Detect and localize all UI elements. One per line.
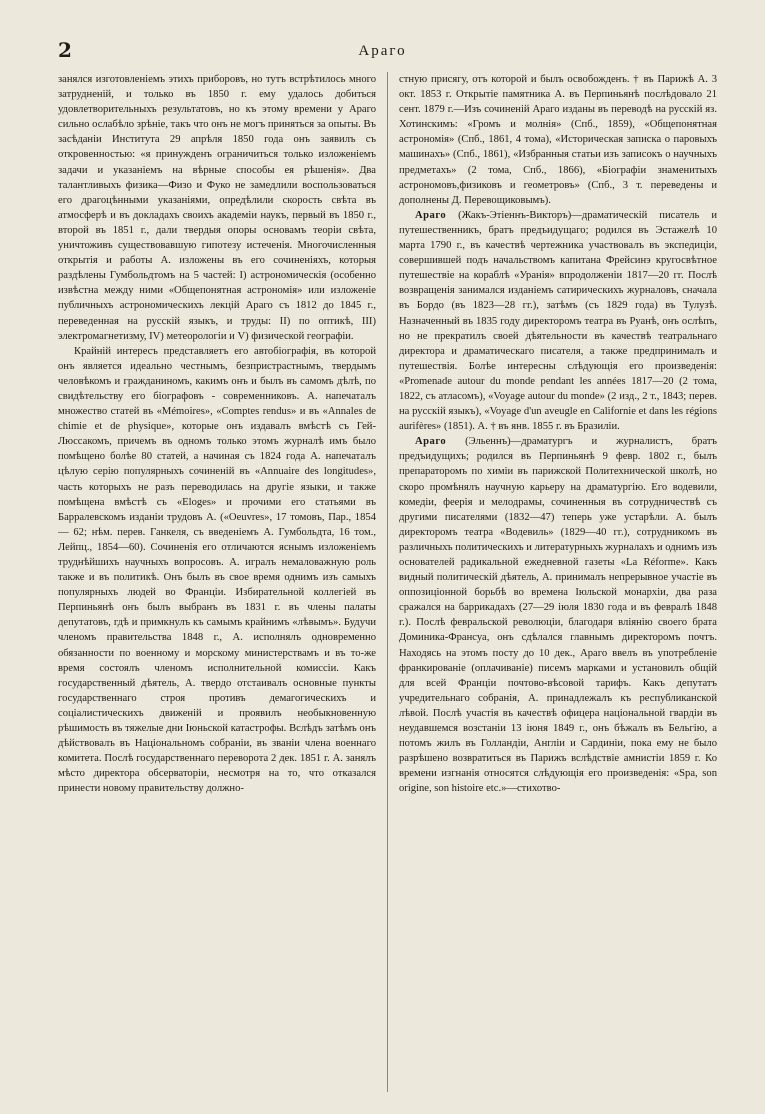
left-column	[58, 72, 376, 1102]
text-columns	[58, 72, 717, 1102]
right-column	[399, 72, 717, 1102]
entry-paragraph	[399, 208, 717, 434]
entry-heading: Араго	[415, 209, 447, 221]
entry-body: (Жакъ-Этіеннъ-Викторъ)—драматическій писатель и путешественникъ, братъ предъидущаго; родился въ Эстажелѣ 10 марта 1790 г., въ качествѣ чертежника участвовалъ въ экспедиціи, совершившей подъ начальствомъ капитана Фрейсинэ кругосвѣтное путешествіе на кораблѣ «Уранія» впродолженіи 1817—20 гг. Послѣ возвращенія занимался изданіемъ сатирическихъ журналовъ, сначала въ Бордо (въ 1823—28 гг.), затѣмъ (съ 1829 года) въ Тулузѣ. Назначенный въ 1835 году директоромъ театра въ Руанѣ, онъ ослѣпъ, но не прекратилъ своей дѣятельности въ качествѣ театральнаго директора и драматическаго писателя, а также предпринималъ и путешествія. Болѣе интересны слѣдующія его произведенія: «Promenade autour du monde pendant les années 1817—20 (2 тома, 1822, съ атласомъ), «Voyage autour du monde» (2 изд., 2 т., 1843; перев. на русскій языкъ), «Voyage d'un aveugle en Californie et dans les régions aurifères» (1851). А. † въ янв. 1855 г. въ Бразиліи.	[399, 209, 717, 433]
entry-paragraph	[399, 434, 717, 796]
page-number: 2	[58, 38, 72, 62]
entry-body: (Эльеннъ)—драматургъ и журналистъ, братъ предъидущихъ; родился въ Перпиньянѣ 9 февр. 1802 г., былъ препараторомъ по химіи въ парижской Политехнической школѣ, но скоро промѣнялъ научную карьеру на драматургію. Его водевили, комедіи, феерія и мелодрамы, сочиненныя въ сотрудничествѣ съ другими писателями (1832—47) теперь уже устарѣли. А. былъ директоромъ театра «Водевиль» (1829—40 гг.), сотрудникомъ въ различныхъ политическихъ и литературныхъ журналахъ и однимъ изъ основателей радикальной ежедневной газеты «La Réforme». Какъ видный политическій дѣятель, А. принималъ непрерывное участіе въ оппозиціонной борьбѣ во времена Іюльской монархіи, два раза сражался на баррикадахъ (27—29 іюля 1830 года и въ февралѣ 1848 г.). Послѣ февральской революціи, благодаря вліянію своего брата Доминика-Франсуа, онъ сдѣлался главнымъ директоромъ почтъ. Находясь на этомъ посту до 10 дек., Араго ввелъ въ употребленіе франкированіе (оплачиваніе) писемъ марками и установилъ общій для всей Франціи почтово-вѣсовой тарифъ. Какъ депутатъ учредительнаго собранія, А. принадлежалъ къ республиканской лѣвой. Послѣ участія въ качествѣ офицера національной гвардіи въ неудавшемся возстаніи 13 іюня 1849 г., онъ бѣжалъ въ Бельгію, а потомъ жилъ въ Голландіи, Англіи и Сардиніи, пока ему не было разрѣшено возвратиться въ Парижъ вслѣдствіе амнистіи 1859 г. Ко времени изгнанія относятся слѣдующія его произведенія: «Spa, son origine, son histoire etc.»—стихотво-	[399, 436, 717, 795]
running-head: Араго	[358, 43, 407, 59]
page-header	[0, 38, 765, 68]
paragraph: стную присягу, отъ которой и былъ освобожденъ. † въ Парижѣ А. 3 окт. 1853 г. Открытіе памятника А. въ Перпиньянѣ послѣдовало 21 сент. 1879 г.—Изъ сочиненій Араго изданы въ переводѣ на русскій яз. Хотинскимъ: «Громъ и молнія» (Спб., 1859), «Общепонятная астрономія» (Спб., 1861, 4 тома), «Историческая записка о паровыхъ машинахъ» (Спб., 1861), «Избранныя статьи изъ записокъ о научныхъ предметахъ» (2 тома, Спб., 1866), «Біографіи знаменитыхъ астрономовъ,физиковъ и геометровъ» (Спб., 3 т. переведены и дополнены Д. Перевощиковымъ).	[399, 74, 717, 206]
entry-heading: Араго	[415, 436, 447, 448]
paragraph: Крайній интересъ представляетъ его автобіографія, въ которой онъ является идеально честнымъ, безпристрастнымъ, твердымъ человѣкомъ и гражданиномъ, какимъ онъ и былъ въ самомъ дѣлѣ, по свидѣтельству его біографовъ - современниковъ. А. напечаталъ множество статей въ «Mémoires», «Comptes rendus» и въ «Annales de chimie et de physique», которые онъ издавалъ вмѣстѣ съ Гей-Люссакомъ, причемъ въ одномъ только этомъ журналѣ имъ было помѣщено болѣе 80 статей, а начиная съ 1824 года А. напечаталъ цѣлую серію популярныхъ сочиненій въ «Annuaire des longitudes», часть которыхъ не разъ переводилась на другіе языки, и также помѣщена вмѣстѣ съ «Eloges» и прочими его статьями въ Барралевскомъ изданіи трудовъ А. («Oeuvres», 17 томовъ, Пар., 1854 — 62; нѣм. перев. Ганкеля, съ введеніемъ А. Гумбольдта, 16 том., Лейпц., 1854—60). Сочиненія его отличаются яснымъ изложеніемъ труднѣйшихъ научныхъ вопросовъ. А. игралъ немаловажную роль также и въ политикѣ. Онъ былъ въ свое время однимъ изъ самыхъ популярныхъ людей во Франціи. Избирательной коллегіей въ Перпиньянѣ онъ былъ выбранъ въ 1831 г. въ члены палаты депутатовъ, гдѣ и примкнулъ къ самымъ крайнимъ «лѣвымъ». Будучи членомъ правительства 1848 г., А. исполнялъ одновременно обязанности по военному и морскому министерствамъ и въ то-же время состоялъ членомъ исполнительной комиссіи. Какъ государственный дѣятель, А. твердо отстаивалъ основные пункты государственнаго строя противъ демагогическихъ и соціалистическихъ движеній и проявилъ необыкновенную рѣшимость въ тяжелые дни Іюньской катастрофы. Вслѣдъ затѣмъ онъ дѣйствовалъ въ Національномъ собраніи, въ званіи члена военнаго комитета. Послѣ государственнаго переворота 2 дек. 1851 г. А. занялъ мѣсто директора обсерваторіи, несмотря на то, что отказался принести новому правительству должно-	[58, 345, 376, 795]
paragraph: занялся изготовленіемъ этихъ приборовъ, но тутъ встрѣтилось много затрудненій, и только въ 1850 г. ему удалось добиться удовлетворительныхъ результатовъ, но къ этому времени у Араго сильно ослабѣло зрѣніе, такъ что онъ не могъ приняться за опыты. Въ засѣданіи Института 29 апрѣля 1850 года онъ заявилъ съ откровенностью: «я принужденъ ограничиться только изложеніемъ задачи и указаніемъ на вѣрные способы ея рѣшенія». Два талантливыхъ физика—Физо и Фуко не замедлили воспользоваться его драгоцѣнными указаніями, опредѣлили скорость свѣта въ атмосферѣ и въ докладахъ своихъ академіи наукъ, первый въ 1850 г., второй въ 1851 г., дали твердыя опоры основамъ теоріи свѣта, уничтоживъ существовавшую гипотезу истеченія. Многочисленныя открытія и работы А. изложены въ его сочиненіяхъ, которыя раздѣлены Гумбольдтомъ на 5 частей: I) астрономическія (особенно извѣстна между ними «Общепонятная астрономія» или изложеніе публичныхъ астрономическихъ лекцій Араго съ 1812 до 1845 г., переведенная на русскій языкъ, и труды: II) по оптикѣ, III) электромагнетизму, IV) метеорологіи и V) физической географіи.	[58, 74, 376, 342]
column-divider	[387, 72, 388, 1092]
